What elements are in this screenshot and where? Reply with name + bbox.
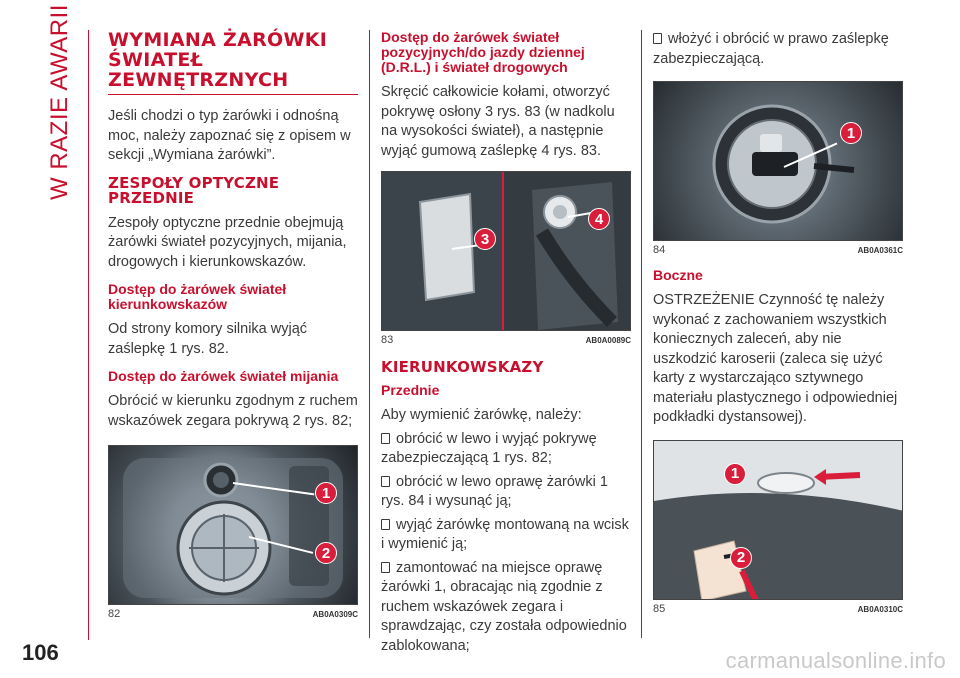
column-divider-1 (369, 30, 370, 638)
figure-number: 84 (653, 244, 666, 256)
figure-82 (108, 445, 358, 620)
callout-badge-2: 2 (730, 547, 752, 569)
callout-badge-1: 1 (840, 122, 862, 144)
column-divider-2 (641, 30, 642, 638)
sub-heading-front-optics: ZESPOŁY OPTYCZNE PRZEDNIE (108, 173, 280, 207)
figure-number: 85 (653, 602, 666, 615)
turn-signal-access-paragraph: Od strony komory silnika wyjąć zaślepkę 1 rys. 82. (108, 321, 308, 357)
figure-code: AB0A0361C (857, 246, 903, 255)
side-divider (88, 30, 89, 640)
low-beam-access-paragraph: Obrócić w kierunku zgodnym z ruchem wskazówek zegara pokrywą 2 rys. 82; (108, 393, 358, 429)
figure-caption (653, 244, 903, 256)
list-item: obrócić w lewo oprawę żarówki 1 rys. 84 i wysunąć ją; (381, 473, 608, 509)
list-item: zamontować na miejsce oprawę żarówki 1, obracając nią zgodnie z ruchem wskazówek zegara i sprawdzając, czy została odpowiednio zablokowana; (381, 559, 627, 654)
page-number: 106 (22, 640, 59, 665)
heading-low-beam-access: Dostęp do żarówek świateł mijania (108, 368, 339, 384)
figure-code: AB0A0089C (585, 336, 631, 345)
figure-caption (108, 608, 358, 620)
callout-badge-4: 4 (588, 208, 610, 230)
callout-badge-1: 1 (724, 463, 746, 485)
column-1 (108, 30, 358, 620)
front-intro: Aby wymienić żarówkę, należy: (381, 407, 582, 423)
figure-code: AB0A0309C (312, 610, 358, 619)
heading-position-light-access: Dostęp do żarówek świateł pozycyjnych/do jazdy dziennej (D.R.L.) i świateł drogowych (381, 29, 585, 75)
figure-code: AB0A0310C (857, 604, 903, 614)
headlight-illustration (109, 446, 358, 605)
side-warning-paragraph: OSTRZEŻENIE Czynność tę należy wykonać z zachowaniem wszystkich koniecznych zaleceń, aby nie uszkodzić karoserii (zaleca się użyć karty z wystarczająco sztywnego materiału plastycznego i odpowiedniej podkładki dystansowej). (653, 292, 898, 425)
side-repeater-photo (653, 440, 903, 600)
checkbox-bullet-icon (653, 33, 662, 44)
headlight-rear-photo (108, 445, 358, 605)
checkbox-bullet-icon (381, 433, 390, 444)
main-heading: WYMIANA ŻARÓWKI ŚWIATEŁ ZEWNĘTRZNYCH (108, 29, 328, 91)
heading-underline (108, 94, 358, 95)
front-optics-paragraph: Zespoły optyczne przednie obejmują żarówki świateł pozycyjnych, mijania, drogowych i kierunkowskazów. (108, 214, 347, 270)
wheel-arch-photo (381, 171, 631, 331)
heading-front: Przednie (381, 382, 440, 398)
list-item: wyjąć żarówkę montowaną na wcisk i wymienić ją; (381, 516, 629, 552)
callout-badge-1: 1 (315, 482, 337, 504)
bulb-holder-photo (653, 81, 903, 241)
figure-84 (653, 81, 903, 256)
list-item: włożyć i obrócić w prawo zaślepkę zabezpieczającą. (653, 31, 889, 67)
checkbox-bullet-icon (381, 562, 390, 573)
figure-83 (381, 171, 631, 346)
figure-number: 82 (108, 608, 121, 620)
checkbox-bullet-icon (381, 476, 390, 487)
intro-paragraph: Jeśli chodzi o typ żarówki i odnośną moc, należy zapoznać się z opisem w sekcji „Wymiana żarówki”. (108, 108, 351, 163)
heading-turn-signal-access: Dostęp do żarówek świateł kierunkowskazów (108, 281, 287, 312)
watermark: carmanualsonline.info (725, 648, 946, 673)
wheel-arch-illustration (382, 172, 631, 331)
checkbox-bullet-icon (381, 519, 390, 530)
section-heading-turn-signals: KIERUNKOWSKAZY (381, 358, 544, 376)
figure-caption (381, 334, 631, 346)
column-2 (381, 30, 631, 656)
heading-side: Boczne (653, 267, 703, 283)
callout-badge-3: 3 (474, 228, 496, 250)
figure-number: 83 (381, 334, 394, 346)
side-repeater-illustration (654, 441, 903, 600)
bulb-holder-illustration (654, 82, 903, 241)
list-item: obrócić w lewo i wyjąć pokrywę zabezpieczającą 1 rys. 82; (381, 430, 597, 466)
callout-badge-2: 2 (315, 542, 337, 564)
figure-85 (653, 440, 903, 615)
column-3 (653, 30, 903, 615)
position-light-paragraph: Skręcić całkowicie kołami, otworzyć pokrywę osłony 3 rys. 83 (w nadkolu na wysokości świateł), a następnie wyjąć gumową zaślepkę 4 rys. 83. (381, 84, 615, 159)
section-side-title: W RAZIE AWARII (46, 4, 73, 200)
figure-caption (653, 603, 903, 615)
